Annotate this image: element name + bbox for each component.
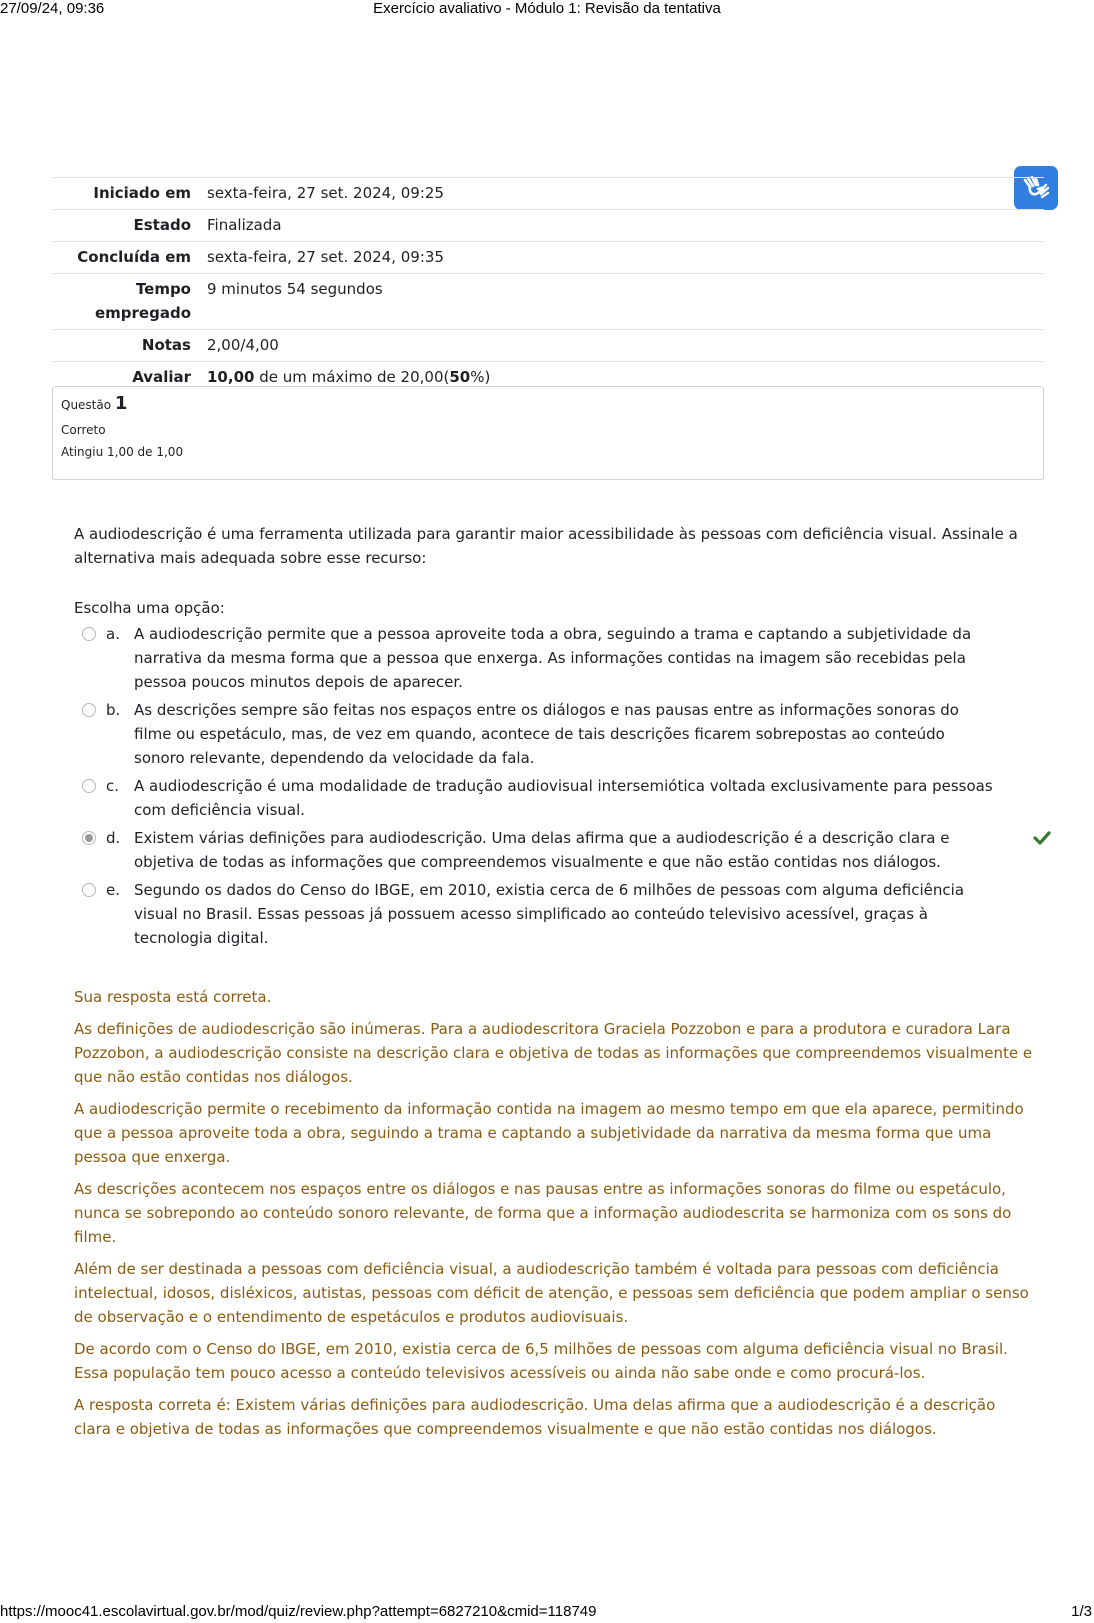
summary-row-state (52, 210, 1044, 242)
started-label: Iniciado em (52, 178, 207, 210)
feedback-paragraph: As descrições acontecem nos espaços entre os diálogos e nas pausas entre as informações sonoras do filme ou espetáculo, nunca se sobrepondo ao conteúdo sonoro relevante, de forma que a informação audiodescrita se harmoniza com os sons do filme. (74, 1180, 1012, 1246)
completed-value: sexta-feira, 27 set. 2024, 09:35 (207, 242, 1044, 274)
print-url: https://mooc41.escolavirtual.gov.br/mod/quiz/review.php?attempt=6827210&cmid=118749 (0, 1603, 597, 1620)
radio-button[interactable] (82, 883, 96, 897)
question-text: A audiodescrição é uma ferramenta utilizada para garantir maior acessibilidade às pessoas com deficiência visual. Assinale a alternativa mais adequada sobre esse recurso: (74, 525, 1018, 567)
answer-option-e[interactable] (82, 878, 1022, 950)
question-number-value: 1 (114, 393, 128, 414)
state-value: Finalizada (207, 210, 1044, 242)
time-label (52, 274, 207, 330)
print-header (0, 0, 1094, 20)
option-letter: c. (106, 777, 120, 795)
option-text: A audiodescrição é uma modalidade de tradução audiovisual intersemiótica voltada exclusivamente para pessoas com deficiência visual. (134, 777, 993, 819)
print-page-count: 1/3 (1071, 1603, 1092, 1620)
radio-button-selected[interactable] (82, 831, 96, 845)
answer-option-d[interactable] (82, 826, 1022, 874)
marks-value: 2,00/4,00 (207, 330, 1044, 362)
summary-row-started (52, 178, 1044, 210)
choose-option-prompt: Escolha uma opção: (74, 599, 225, 617)
answer-option-b[interactable] (82, 698, 1022, 770)
question-number (61, 393, 1035, 416)
radio-button[interactable] (82, 627, 96, 641)
answer-option-a[interactable] (82, 622, 1022, 694)
option-letter: e. (106, 881, 120, 899)
grade-end: %) (470, 368, 491, 386)
option-letter: a. (106, 625, 120, 643)
option-text: Segundo os dados do Censo do IBGE, em 2010, existia cerca de 6 milhões de pessoas com alguma deficiência visual no Brasil. Essas pessoas já possuem acesso simplificado ao conteúdo televisivo acessível, graças à tecnologia digital. (134, 881, 965, 947)
radio-button[interactable] (82, 779, 96, 793)
option-letter: b. (106, 701, 121, 719)
feedback-paragraph: A audiodescrição permite o recebimento da informação contida na imagem ao mesmo tempo em que ela aparece, permitindo que a pessoa aproveite toda a obra, seguindo a trama e captando a subjetividade da narrativa da mesma forma que uma pessoa que enxerga. (74, 1100, 1024, 1166)
option-text: As descrições sempre são feitas nos espaços entre os diálogos e nas pausas entre as informações sonoras do filme ou espetáculo, mas, de vez em quando, acontece de tais descrições ficarem sobrepostas ao conteúdo sonoro relevante, dependendo da velocidade da fala. (134, 701, 959, 767)
feedback-paragraph: As definições de audiodescrição são inúmeras. Para a audiodescritora Graciela Pozzobon e para a produtora e curadora Lara Pozzobon, a audiodescrição consiste na descrição clara e objetiva de todas as informações que compreendemos visualmente e que não estão contidas nos diálogos. (74, 1020, 1033, 1086)
started-value: sexta-feira, 27 set. 2024, 09:25 (207, 178, 1044, 210)
option-text: Existem várias definições para audiodescrição. Uma delas afirma que a audiodescrição é a descrição clara e objetiva de todas as informações que compreendemos visualmente e que não estão contidas nos diálogos. (134, 829, 950, 871)
grade-label: Avaliar (52, 362, 207, 394)
print-page-title: Exercício avaliativo - Módulo 1: Revisão da tentativa (373, 0, 721, 17)
state-label: Estado (52, 210, 207, 242)
time-label-line2: empregado (94, 304, 191, 322)
grade-percent: 50 (449, 368, 471, 386)
question-mark: Atingiu 1,00 de 1,00 (61, 445, 184, 459)
grade-score: 10,00 (207, 368, 255, 386)
question-label: Questão (61, 398, 115, 412)
time-label-line1: Tempo (135, 280, 191, 298)
summary-row-completed (52, 242, 1044, 274)
completed-label: Concluída em (52, 242, 207, 274)
answer-option-c[interactable] (82, 774, 1022, 822)
question-info-box (52, 386, 1044, 480)
summary-row-marks (52, 330, 1044, 362)
correct-check-icon (1032, 828, 1052, 848)
radio-button[interactable] (82, 703, 96, 717)
feedback-paragraph: Além de ser destinada a pessoas com deficiência visual, a audiodescrição também é voltada para pessoas com deficiência intelectual, idosos, disléxicos, autistas, pessoas com déficit de atenção, e pessoas sem deficiência que podem ampliar o senso de observação e o entendimento de espetáculos e produtos audiovisuais. (74, 1260, 1029, 1326)
feedback-result: Sua resposta está correta. (74, 988, 272, 1006)
marks-label: Notas (52, 330, 207, 362)
option-letter: d. (106, 829, 121, 847)
print-footer (0, 1601, 1094, 1623)
attempt-summary-table (52, 177, 1044, 393)
answer-options (82, 622, 1022, 954)
print-datetime: 27/09/24, 09:36 (0, 0, 105, 17)
option-text: A audiodescrição permite que a pessoa aproveite toda a obra, seguindo a trama e captando a subjetividade da narrativa da mesma forma que a pessoa que enxerga. As informações contidas na imagem são recebidas pela pessoa poucos minutos depois de aparecer. (134, 625, 972, 691)
grade-mid: de um máximo de 20,00( (254, 368, 450, 386)
feedback-correct-answer: A resposta correta é: Existem várias definições para audiodescrição. Uma delas afirma que a audiodescrição é a descrição clara e objetiva de todas as informações que compreendemos visualmente e que não estão contidas nos diálogos. (74, 1396, 996, 1438)
summary-row-time (52, 274, 1044, 330)
feedback-paragraph: De acordo com o Censo do IBGE, em 2010, existia cerca de 6,5 milhões de pessoas com alguma deficiência visual no Brasil. Essa população tem pouco acesso a conteúdo televisivos acessíveis ou ainda não sabe onde e como procurá-los. (74, 1340, 1008, 1382)
question-status: Correto (61, 423, 106, 437)
feedback-block (74, 985, 1034, 1449)
time-value: 9 minutos 54 segundos (207, 274, 1044, 330)
